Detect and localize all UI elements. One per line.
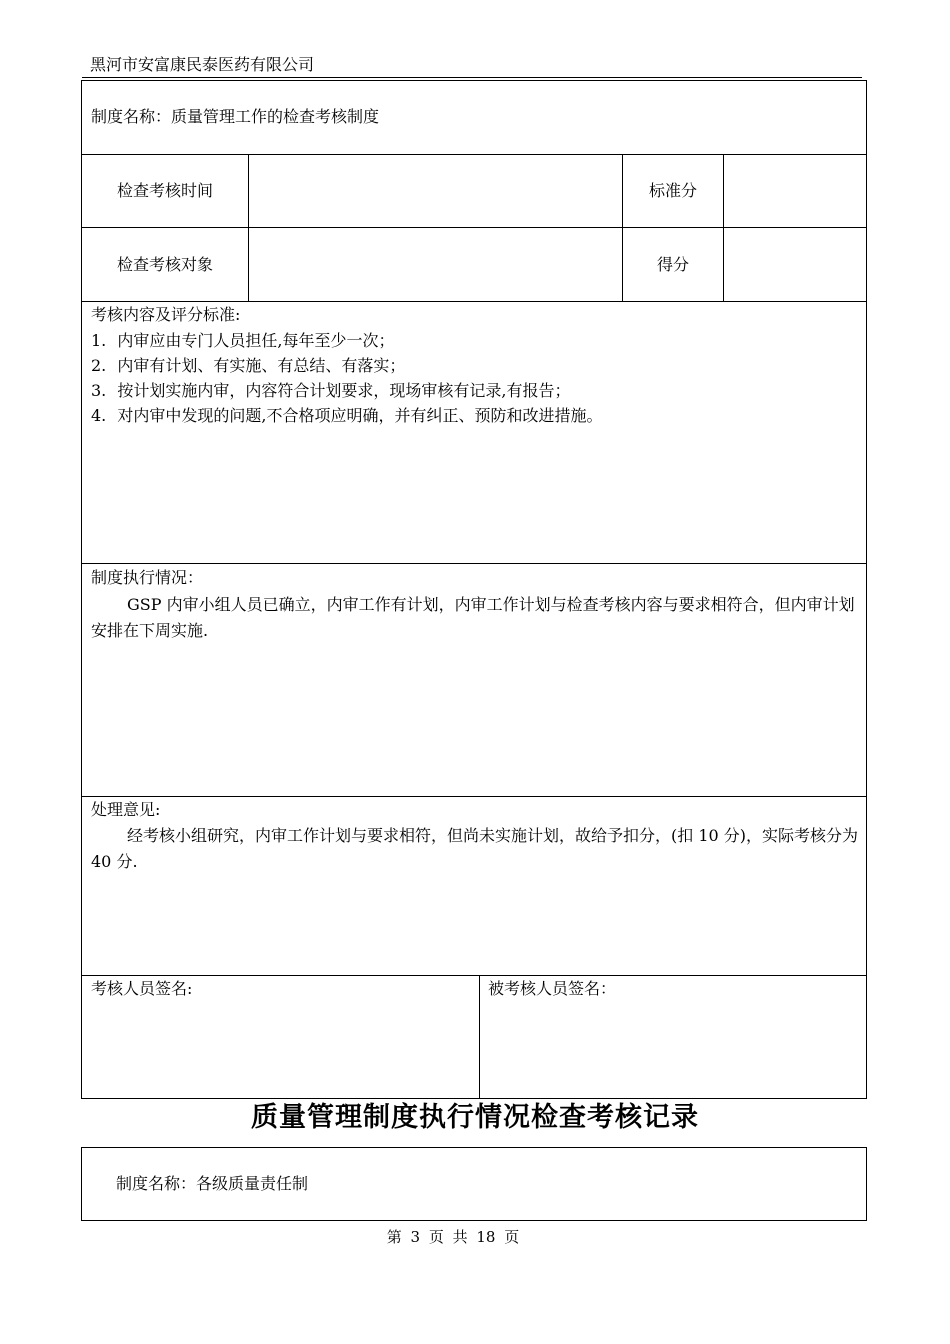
system-name-value: 质量管理工作的检查考核制度 (171, 107, 380, 126)
opinion-title: 处理意见: (91, 800, 161, 819)
examiner-signature-label: 考核人员签名: (91, 979, 193, 998)
check-time-label: 检查考核时间 (116, 181, 213, 200)
check-target-label: 检查考核对象 (116, 255, 213, 274)
system-name-field (91, 106, 379, 128)
standard-score-label: 标准分 (648, 181, 697, 200)
criteria-text: 内审应由专门人员担任,每年至少一次； (117, 331, 395, 350)
criteria-number: 3. (91, 381, 107, 400)
examinee-signature-label: 被考核人员签名： (488, 979, 617, 998)
form2-system-name-value: 各级质量责任制 (196, 1174, 309, 1193)
company-name: 黑河市安富康民泰医药有限公司 (90, 55, 315, 74)
criteria-text: 内审有计划、有实施、有总结、有落实； (117, 356, 406, 375)
form2-system-name-label: 制度名称： (116, 1174, 197, 1193)
criteria-text: 对内审中发现的问题,不合格项应明确，并有纠正、预防和改进措施。 (117, 406, 603, 425)
criteria-text: 按计划实施内审，内容符合计划要求，现场审核有记录,有报告； (117, 381, 571, 400)
criteria-item (91, 380, 570, 402)
criteria-item (91, 330, 394, 352)
section-title: 质量管理制度执行情况检查考核记录 (251, 1102, 699, 1133)
opinion-text: 经考核小组研究，内审工作计划与要求相符，但尚未实施计划，故给予扣分，(扣 10 分)，实际考核分为 40 分. (91, 826, 859, 871)
execution-text: GSP 内审小组人员已确立，内审工作有计划，内审工作计划与检查考核内容与要求相符合，但内审计划安排在下周实施. (91, 595, 855, 640)
header-rule (82, 77, 862, 78)
criteria-number: 2. (91, 356, 107, 375)
criteria-title: 考核内容及评分标准: (91, 305, 241, 324)
criteria-item (91, 405, 602, 427)
criteria-number: 1. (91, 331, 107, 350)
page-number: 第 3 页 共 18 页 (386, 1228, 520, 1246)
criteria-number: 4. (91, 406, 107, 425)
score-label: 得分 (656, 255, 689, 274)
execution-title: 制度执行情况： (91, 568, 204, 587)
system-name-label: 制度名称： (91, 107, 172, 126)
form2-system-name-field (116, 1173, 308, 1195)
criteria-item (91, 355, 405, 377)
